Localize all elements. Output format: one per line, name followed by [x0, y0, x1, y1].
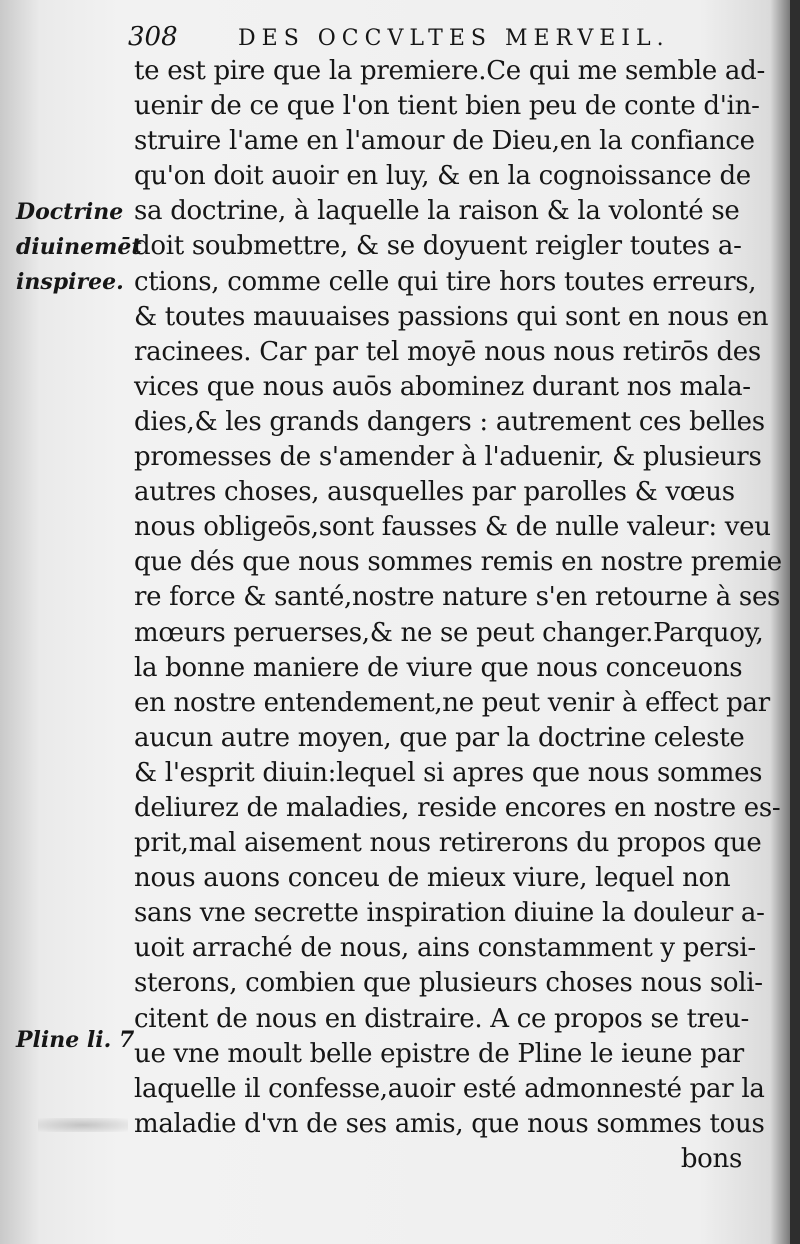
text-line: uoit arraché de nous, ains constamment y persi- [134, 933, 756, 964]
text-line: sa doctrine, à laquelle la raison & la volonté se [134, 196, 740, 227]
text-line: ue vne moult belle epistre de Pline le ieune par [134, 1038, 744, 1069]
margin-note-line: diuinemēt [16, 234, 142, 261]
margin-note-pline [16, 1023, 136, 1058]
margin-note-line: Pline li. 7 [16, 1027, 135, 1053]
text-line: sans vne secrette inspiration diuine la douleur a- [134, 898, 765, 929]
text-line: mœurs peruerses,& ne se peut changer.Parquoy, [134, 617, 764, 648]
text-line: deliurez de maladies, reside encores en nostre es- [134, 792, 781, 823]
page-number: 308 [128, 22, 178, 52]
running-head: DES OCCVLTES MERVEIL. [238, 26, 670, 51]
text-line: promesses de s'amender à l'aduenir, & plusieurs [134, 442, 762, 473]
text-line: & toutes mauuaises passions qui sont en nous en [134, 301, 769, 332]
text-line: & l'esprit diuin:lequel si apres que nous sommes [134, 757, 763, 788]
margin-note-doctrine [16, 195, 142, 300]
text-line: bons [680, 1143, 742, 1174]
body-text [134, 54, 782, 1177]
text-line: te est pire que la premiere.Ce qui me semble ad- [134, 56, 765, 86]
text-line: vices que nous auōs abominez durant nos mala- [134, 371, 751, 402]
ink-smudge [38, 1118, 128, 1132]
text-line: doit soubmettre, & se doyuent reigler toutes a- [134, 231, 742, 262]
text-line: la bonne maniere de viure que nous conceuons [134, 652, 743, 683]
margin-note-line: Doctrine [16, 199, 124, 225]
margin-note-line: inspiree. [16, 269, 124, 296]
text-line: autres choses, ausquelles par parolles & vœus [134, 477, 735, 508]
book-spine-shadow [790, 0, 800, 1244]
text-line: uenir de ce que l'on tient bien peu de conte d'in- [134, 91, 760, 122]
text-line: racinees. Car par tel moyē nous nous retirōs des [134, 336, 761, 367]
text-line: dies,& les grands dangers : autrement ces belles [134, 406, 765, 437]
text-line: re force & santé,nostre nature s'en retourne à ses [134, 582, 781, 613]
text-line: citent de nous en distraire. A ce propos se treu- [134, 1003, 749, 1034]
text-line: nous obligeōs,sont fausses & de nulle valeur: veu [134, 512, 771, 543]
text-line: que dés que nous sommes remis en nostre premie [134, 547, 782, 578]
text-line: qu'on doit auoir en luy, & en la cognoissance de [134, 161, 751, 192]
text-line: maladie d'vn de ses amis, que nous sommes tous [134, 1108, 765, 1139]
text-line: sterons, combien que plusieurs choses nous soli- [134, 968, 763, 999]
text-line: ctions, comme celle qui tire hors toutes erreurs, [134, 266, 757, 297]
text-line: laquelle il confesse,auoir esté admonnesté par la [134, 1073, 765, 1104]
text-line: prit,mal aisement nous retirerons du propos que [134, 828, 762, 859]
text-line: aucun autre moyen, que par la doctrine celeste [134, 722, 745, 753]
text-line: en nostre entendement,ne peut venir à effect par [134, 687, 770, 718]
text-line: nous auons conceu de mieux viure, lequel non [134, 863, 731, 894]
text-line: struire l'ame en l'amour de Dieu,en la confiance [134, 126, 755, 157]
